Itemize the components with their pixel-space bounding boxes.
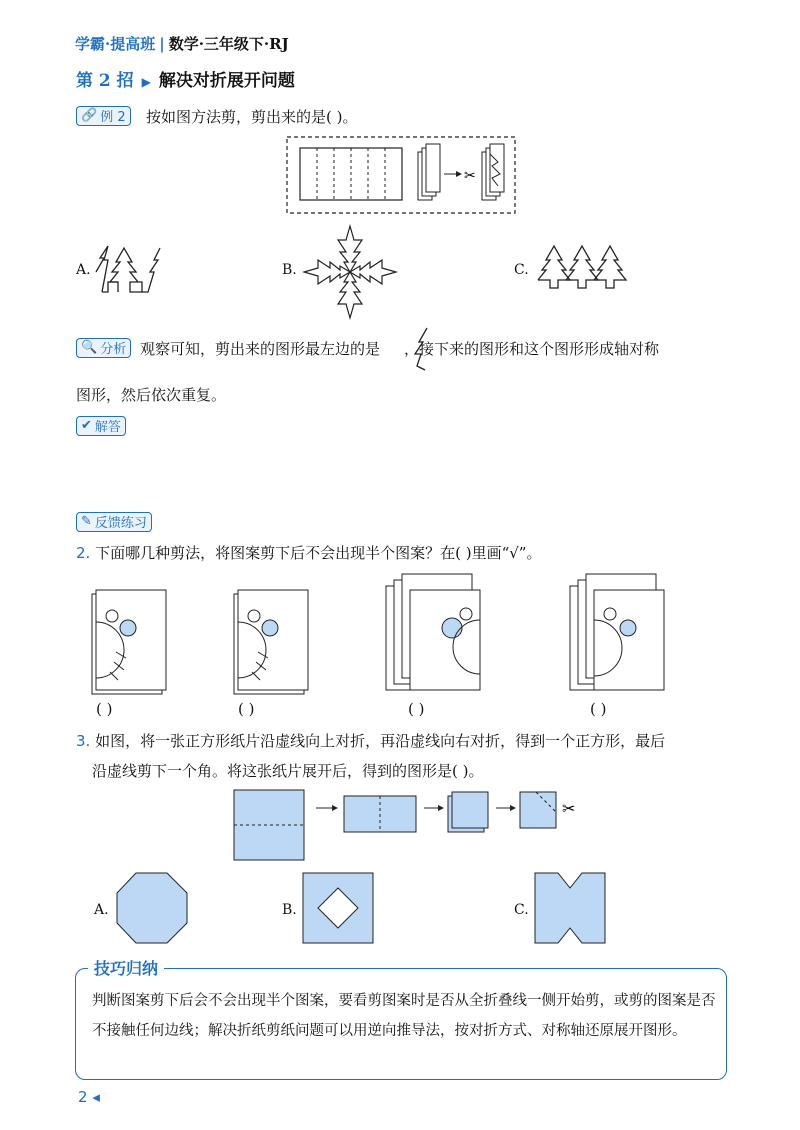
practice-tag: ✎ 反馈练习	[76, 510, 152, 532]
q3-option-a-label: A.	[94, 902, 109, 918]
q3-option-b-label: B.	[282, 902, 297, 918]
paperclip-icon: 🔗	[81, 108, 98, 123]
option-a-label: A.	[76, 262, 91, 278]
q3-option-c-label: C.	[514, 902, 529, 918]
example-question: 按如图方法剪，剪出来的是( )。	[146, 108, 358, 126]
zigzag-edge-figure	[413, 326, 433, 372]
q2-blank-3[interactable]: ( )	[408, 700, 425, 718]
summary-title: 技巧归纳	[88, 956, 164, 979]
section-heading: 解决对折展开问题	[158, 71, 295, 91]
q2-figure-3	[386, 570, 486, 696]
brand-label: 学霸·提高班	[75, 35, 156, 53]
page-header: 学霸·提高班 | 数学·三年级下·RJ	[75, 35, 289, 53]
fold-cut-diagram	[286, 136, 516, 214]
pencil-icon: ✎	[81, 514, 92, 529]
q2-figure-4	[570, 570, 670, 696]
folded-paper-icon	[418, 144, 440, 200]
option-b-figure	[300, 222, 400, 322]
subject-label: 数学·三年级下·RJ	[168, 35, 289, 53]
q2-figure-1	[92, 586, 172, 696]
option-c-figure	[534, 242, 634, 292]
q2-text: 2. 下面哪几种剪法，将图案剪下后不会出现半个图案？在( )里画“√”。	[76, 544, 542, 562]
q3-fold-diagram	[232, 788, 592, 862]
triangle-icon: ▶	[141, 75, 151, 89]
option-c-label: C.	[514, 262, 529, 278]
q2-figure-2	[234, 586, 314, 696]
option-b-label: B.	[282, 262, 297, 278]
q2-blank-4[interactable]: ( )	[590, 700, 607, 718]
q3-option-a-figure	[116, 872, 188, 944]
option-a-figure	[94, 244, 164, 294]
analysis-line2: 图形，然后依次重复。	[76, 386, 227, 404]
page-number: 2 ◂	[78, 1088, 100, 1106]
section-label: 第 2 招	[76, 71, 134, 91]
arrow-right-icon	[456, 171, 462, 177]
checkmark-icon: ✔	[81, 418, 92, 433]
q2-blank-2[interactable]: ( )	[238, 700, 255, 718]
q3-option-c-figure	[534, 872, 606, 944]
q3-line2: 沿虚线剪下一个角。将这张纸片展开后，得到的图形是( )。	[92, 762, 484, 780]
q2-blank-1[interactable]: ( )	[96, 700, 113, 718]
q3-line1: 3. 如图，将一张正方形纸片沿虚线向上对折，再沿虚线向右对折，得到一个正方形，最后	[76, 732, 666, 750]
analysis-line1: 观察可知，剪出来的图形最左边的是 ，接下来的图形和这个图形形成轴对称	[140, 340, 660, 358]
summary-text: 判断图案剪下后会不会出现半个图案，要看剪图案时是否从全折叠线一侧开始剪，或剪的图案是否不接触任何边线；解决折纸剪纸问题可以用逆向推导法，按对折方式、对称轴还原展开图形。	[92, 993, 716, 1039]
answer-tag: ✔ 解答	[76, 414, 126, 436]
magnifier-icon: 🔍	[81, 340, 98, 355]
q3-option-b-figure	[302, 872, 374, 944]
analysis-tag: 🔍 分析	[76, 336, 131, 358]
svg-text:✂: ✂	[562, 799, 576, 818]
section-title	[76, 66, 295, 91]
example-tag: 🔗 例 2	[76, 104, 131, 126]
scissors-icon: ✂	[464, 168, 476, 184]
